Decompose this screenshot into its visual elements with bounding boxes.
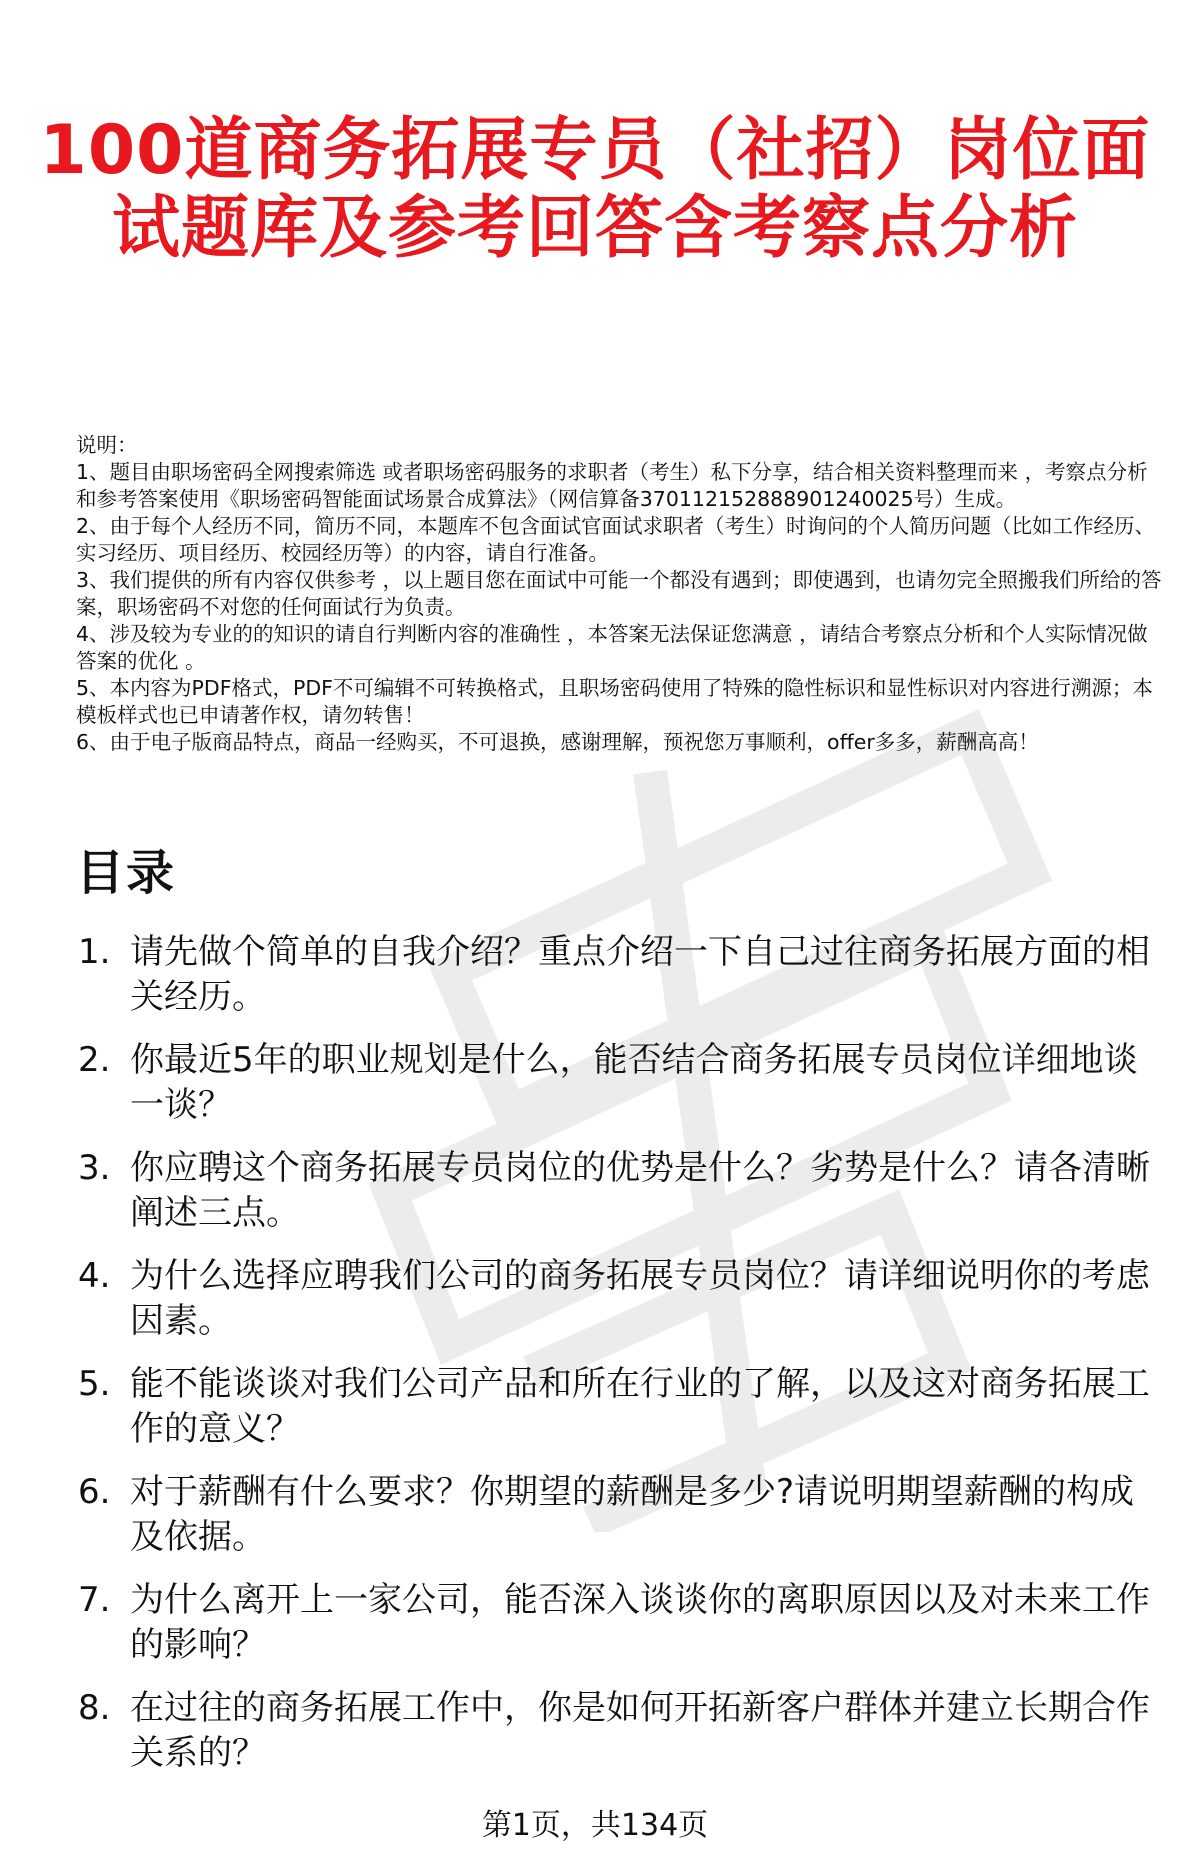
toc-item[interactable]	[78, 930, 1168, 1020]
toc-item[interactable]	[78, 1686, 1168, 1776]
table-of-contents	[78, 930, 1168, 1794]
document-title	[0, 112, 1190, 268]
toc-item[interactable]	[78, 1038, 1168, 1128]
toc-item[interactable]	[78, 1146, 1168, 1236]
toc-item-text: 在过往的商务拓展工作中，你是如何开拓新客户群体并建立长期合作关系的？	[130, 1688, 1150, 1773]
toc-item-number: 2.	[78, 1040, 111, 1080]
toc-heading: 目录	[76, 845, 177, 901]
toc-item[interactable]	[78, 1362, 1168, 1452]
toc-item-number: 1.	[78, 932, 111, 972]
toc-item-text: 能不能谈谈对我们公司产品和所在行业的了解，以及这对商务拓展工作的意义？	[130, 1364, 1150, 1449]
note-item: 1、题目由职场密码全网搜索筛选 或者职场密码服务的求职者（考生）私下分享，结合相关资料整理而来 ，考察点分析和参考答案使用《职场密码智能面试场景合成算法》（网信算备370112152888901240025号）生成。	[76, 460, 1148, 511]
toc-item-number: 8.	[78, 1688, 111, 1728]
toc-item-text: 对于薪酬有什么要求？你期望的薪酬是多少?请说明期望薪酬的构成及依据。	[130, 1472, 1135, 1557]
title-line-2: 试题库及参考回答含考察点分析	[111, 189, 1078, 268]
toc-item[interactable]	[78, 1470, 1168, 1560]
note-item: 5、本内容为PDF格式，PDF不可编辑不可转换格式，且职场密码使用了特殊的隐性标识和显性标识对内容进行溯源；本模板样式也已申请著作权，请勿转售！	[76, 676, 1153, 727]
toc-item-number: 5.	[78, 1364, 111, 1404]
toc-item-number: 7.	[78, 1580, 111, 1620]
toc-item[interactable]	[78, 1578, 1168, 1668]
note-item: 2、由于每个人经历不同，简历不同，本题库不包含面试官面试求职者（考生）时询问的个人简历问题（比如工作经历、实习经历、项目经历、校园经历等）的内容，请自行准备。	[76, 514, 1156, 565]
toc-item-number: 4.	[78, 1256, 111, 1296]
toc-item-text: 请先做个简单的自我介绍？重点介绍一下自己过往商务拓展方面的相关经历。	[130, 932, 1150, 1017]
toc-item-text: 你应聘这个商务拓展专员岗位的优势是什么？劣势是什么？请各清晰阐述三点。	[130, 1148, 1150, 1233]
note-item: 6、由于电子版商品特点，商品一经购买，不可退换，感谢理解，预祝您万事顺利，offer多多，薪酬高高！	[76, 730, 1039, 754]
title-line-1: 100道商务拓展专员（社招）岗位面	[39, 111, 1151, 190]
page-number-footer: 第1页，共134页	[481, 1808, 709, 1843]
toc-item-number: 3.	[78, 1148, 111, 1188]
toc-item[interactable]	[78, 1254, 1168, 1344]
toc-item-text: 为什么离开上一家公司，能否深入谈谈你的离职原因以及对未来工作的影响？	[130, 1580, 1150, 1665]
disclaimer-notes	[76, 432, 1166, 756]
note-item: 4、涉及较为专业的的知识的请自行判断内容的准确性 ，本答案无法保证您满意 ，请结合考察点分析和个人实际情况做答案的优化 。	[76, 622, 1148, 673]
toc-item-number: 6.	[78, 1472, 111, 1512]
note-item: 3、我们提供的所有内容仅供参考 ，以上题目您在面试中可能一个都没有遇到；即使遇到，也请勿完全照搬我们所给的答案，职场密码不对您的任何面试行为负责。	[76, 568, 1162, 619]
notes-heading: 说明：	[76, 433, 138, 457]
toc-item-text: 你最近5年的职业规划是什么，能否结合商务拓展专员岗位详细地谈一谈？	[130, 1040, 1138, 1125]
toc-item-text: 为什么选择应聘我们公司的商务拓展专员岗位？请详细说明你的考虑因素。	[130, 1256, 1150, 1341]
